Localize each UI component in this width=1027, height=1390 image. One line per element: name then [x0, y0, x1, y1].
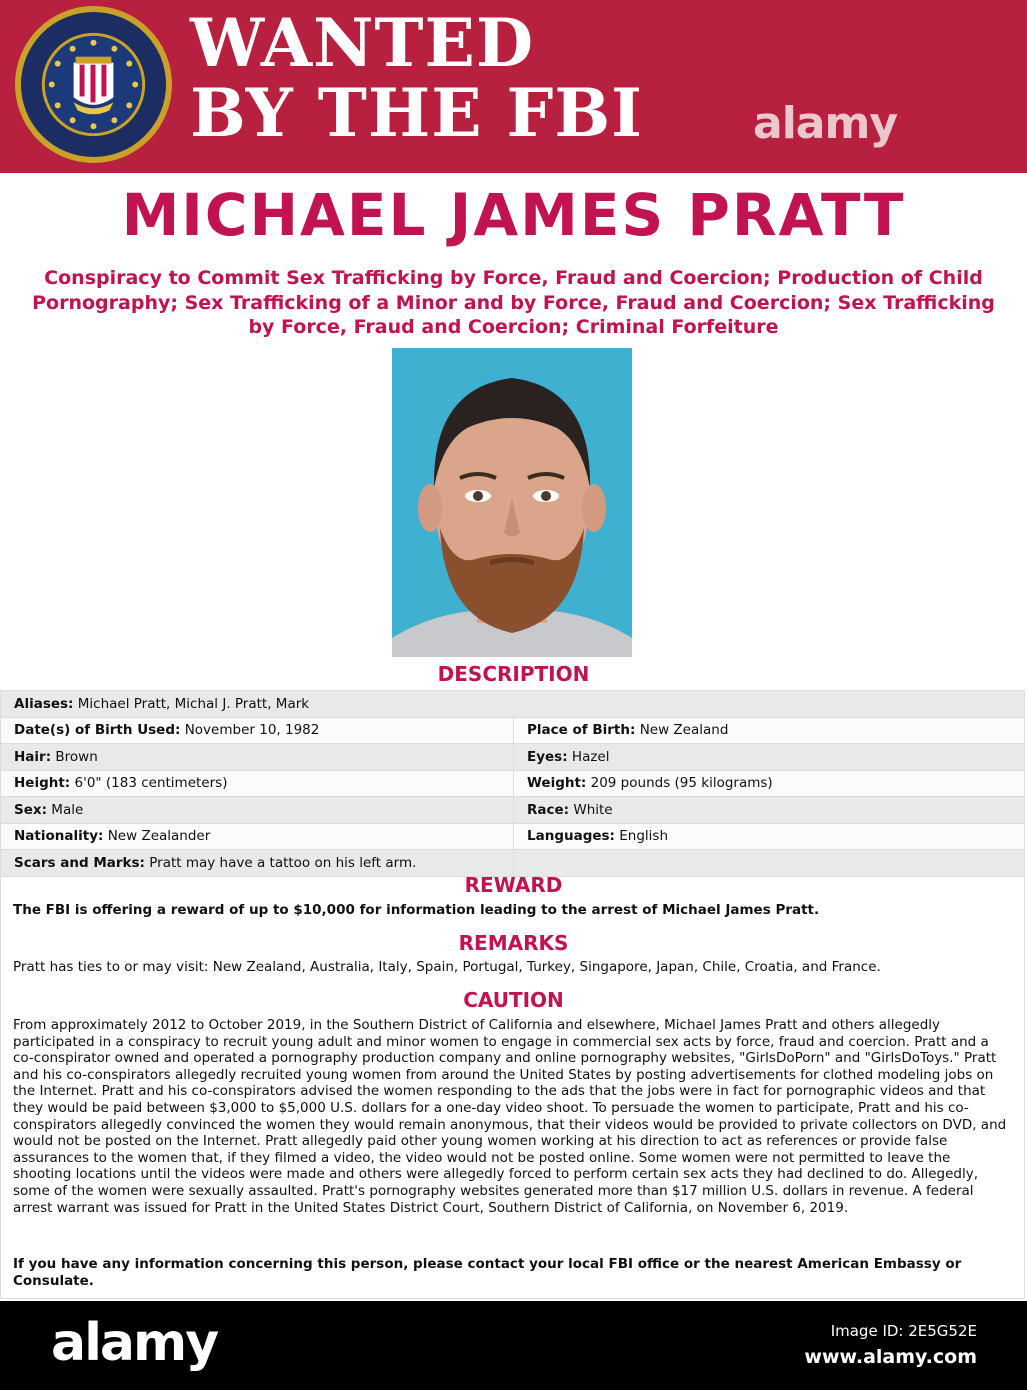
- wanted-title: [190, 4, 643, 152]
- weight-label: Weight:: [527, 775, 587, 792]
- weight-cell: [514, 770, 1025, 797]
- site-url[interactable]: www.alamy.com: [804, 1346, 977, 1368]
- subject-photo: [392, 348, 632, 657]
- subject-name: MICHAEL JAMES PRATT: [121, 181, 906, 249]
- race-cell: [514, 797, 1025, 824]
- aliases-value: Michael Pratt, Michal J. Pratt, Mark: [77, 695, 310, 712]
- pob-cell: [514, 717, 1025, 744]
- wanted-title-line1: WANTED: [190, 4, 535, 82]
- alamy-logo: alamy: [51, 1313, 218, 1373]
- height-cell: [1, 770, 514, 797]
- pob-value: New Zealand: [639, 722, 729, 739]
- table-row: [1, 744, 1025, 771]
- dob-cell: [1, 717, 514, 744]
- race-value: White: [573, 801, 613, 818]
- table-row: [1, 797, 1025, 824]
- languages-label: Languages:: [527, 828, 615, 845]
- subject-charges: Conspiracy to Commit Sex Trafficking by Force, Fraud and Coercion; Production of Child Pornography; Sex Trafficking of a Minor and by Force, Fraud and Coercion; Sex Trafficking by Force, Fraud and Coercion; Criminal Forfeiture: [32, 267, 995, 338]
- fbi-seal: [14, 3, 173, 166]
- reward-text: The FBI is offering a reward of up to $10,000 for information leading to the arrest of Michael James Pratt.: [13, 902, 820, 918]
- alamy-watermark: alamy: [753, 98, 897, 149]
- table-row: [1, 717, 1025, 744]
- contact-text: If you have any information concerning this person, please contact your local FBI office or the nearest American Embassy or Consulate.: [13, 1256, 962, 1289]
- aliases-cell: [1, 691, 1025, 718]
- wanted-title-line2: BY THE FBI: [190, 74, 643, 152]
- caution-text: From approximately 2012 to October 2019, in the Southern District of California and elsewhere, Michael James Pratt and others allegedly participated in a conspiracy to recruit young adult and minor women to engage in commercial sex acts by force, fraud and coercion. Pratt and a co-conspirator owned and operated a pornography production company and online pornography websites, "GirlsDoPorn" and "GirlsDoToys." Pratt and his co-conspirators allegedly recruited young women from around the United States by posting advertisements for clothed modeling jobs on the Internet. Pratt and his co-conspirators advised the women responding to the ads that the jobs were in fact for pornographic videos and that they would be paid between $3,000 to $5,000 U.S. dollars for a one-day video shoot. To persuade the women to participate, Pratt and his co-conspirators allegedly convinced the women they would remain anonymous, that their videos would be provided to private collectors on DVD, and would not be posted on the Internet. Pratt allegedly paid other young women working at his direction to act as references or provide false assurances to the women that, if they filmed a video, the video would not be posted online. Some women were not permitted to leave the shooting locations until the videos were made and others were allegedly forced to perform certain sex acts they had declined to do. Allegedly, some of the women were sexually assaulted. Pratt's pornography websites generated more than $17 million U.S. dollars in revenue. A federal arrest warrant was issued for Pratt in the United States District Court, Southern District of California, on November 6, 2019.: [13, 1017, 1007, 1216]
- caution-heading: CAUTION: [463, 988, 564, 1012]
- image-id: Image ID: 2E5G52E: [830, 1322, 977, 1340]
- scars-value: Pratt may have a tattoo on his left arm.: [149, 854, 417, 871]
- height-value: 6'0" (183 centimeters): [74, 775, 228, 792]
- scars-label: Scars and Marks:: [14, 854, 145, 871]
- eyes-label: Eyes:: [527, 748, 568, 765]
- nationality-value: New Zealander: [107, 828, 211, 845]
- height-label: Height:: [14, 775, 71, 792]
- sex-cell: [1, 797, 514, 824]
- table-row: [1, 691, 1025, 718]
- eyes-value: Hazel: [571, 748, 610, 765]
- remarks-text: Pratt has ties to or may visit: New Zealand, Australia, Italy, Spain, Portugal, Turkey, Singapore, Japan, Chile, Croatia, and France.: [13, 959, 881, 975]
- eyes-cell: [514, 744, 1025, 771]
- description-heading: DESCRIPTION: [437, 662, 590, 686]
- table-row: [1, 823, 1025, 850]
- nationality-cell: [1, 823, 514, 850]
- languages-cell: [514, 823, 1025, 850]
- table-row: [1, 770, 1025, 797]
- pob-label: Place of Birth:: [527, 722, 636, 739]
- aliases-label: Aliases:: [14, 695, 74, 712]
- sex-label: Sex:: [14, 801, 47, 818]
- sex-value: Male: [51, 801, 84, 818]
- weight-value: 209 pounds (95 kilograms): [590, 775, 773, 792]
- dob-value: November 10, 1982: [184, 722, 320, 739]
- hair-value: Brown: [55, 748, 98, 765]
- dob-label: Date(s) of Birth Used:: [14, 722, 181, 739]
- hair-cell: [1, 744, 514, 771]
- remarks-heading: REMARKS: [458, 931, 569, 955]
- reward-heading: REWARD: [464, 873, 563, 897]
- languages-value: English: [619, 828, 669, 845]
- description-table: [0, 690, 1025, 877]
- nationality-label: Nationality:: [14, 828, 104, 845]
- race-label: Race:: [527, 801, 570, 818]
- hair-label: Hair:: [14, 748, 52, 765]
